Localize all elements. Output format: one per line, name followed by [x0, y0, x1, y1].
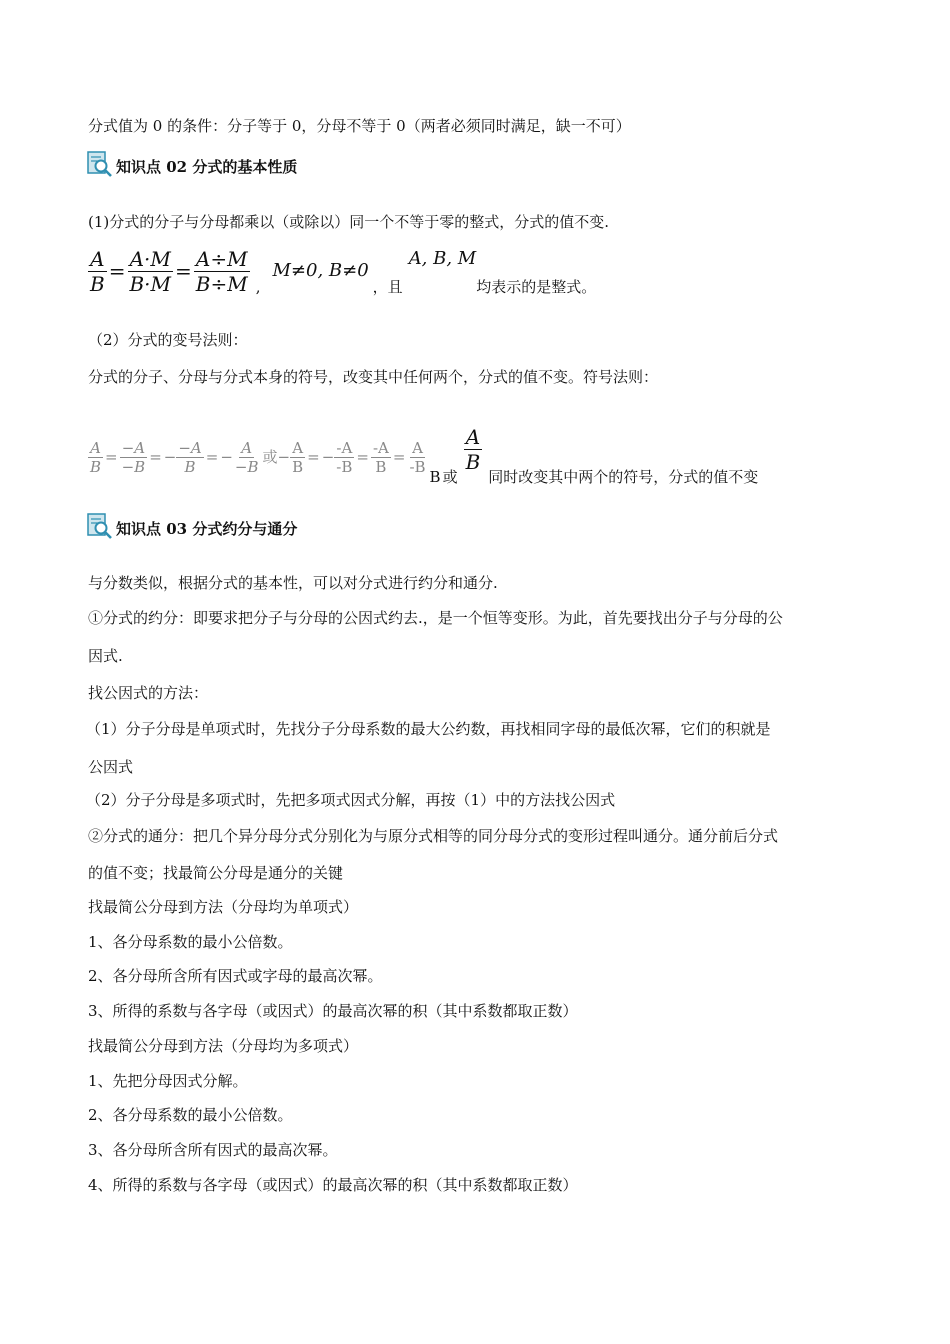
body-line: ①分式的约分：即要求把分子与分母的公因式约去.，是一个恒等变形。为此，首先要找出分子与分母的公 — [88, 609, 783, 627]
body-line: 1、各分母系数的最小公倍数。 — [88, 933, 293, 951]
body-line: 4、所得的系数与各字母（或因式）的最高次幂的积（其中系数都取正数） — [88, 1176, 578, 1194]
fraction-gray-7: $\frac{-A}{B}$ — [372, 438, 389, 476]
body-line: 3、各分母所含所有因式的最高次幂。 — [88, 1141, 338, 1159]
variables-list: A, B, M — [408, 248, 477, 269]
and-text: ，且 — [372, 278, 403, 296]
body-line: （1）分子分母是单项式时，先找分子分母系数的最大公约数，再找相同字母的最低次幂，它们的积就是 — [86, 720, 771, 738]
fraction-adivm-over-bdivm: $\frac{A\div M}{B\div M}$ — [195, 246, 248, 296]
body-line: 找公因式的方法： — [88, 684, 209, 702]
body-line: 3、所得的系数与各字母（或因式）的最高次幂的积（其中系数都取正数） — [88, 1002, 578, 1020]
property-2-text: 分式的分子、分母与分式本身的符号，改变其中任何两个，分式的值不变。符号法则： — [88, 368, 659, 386]
fraction-gray-4: $\frac{A}{-B}$ — [234, 438, 259, 476]
or-text-2: 或 — [442, 468, 458, 486]
fraction-gray-6: $\frac{-A}{-B}$ — [336, 438, 353, 476]
formula-2-tail: 同时改变其中两个的符号，分式的值不变 — [488, 468, 759, 486]
body-line: 因式. — [88, 647, 123, 665]
section-heading-03 — [86, 512, 297, 540]
fraction-am-over-bm: $\frac{A\cdot M}{B\cdot M}$ — [129, 246, 172, 296]
body-line: ②分式的通分：把几个异分母分式分别化为与原分式相等的同分母分式的变形过程叫通分。通分前后分式 — [88, 827, 779, 845]
fraction-gray-3: $\frac{-A}{B}$ — [178, 438, 202, 476]
body-line: 2、各分母所含所有因式或字母的最高次幂。 — [88, 967, 383, 985]
comma: , — [255, 278, 261, 296]
fraction-a-over-b: $\frac{A}{B}$ — [90, 246, 105, 296]
property-2-title: （2）分式的变号法则： — [88, 331, 248, 349]
body-line: 找最简公分母到方法（分母均为单项式） — [88, 898, 359, 916]
formula-sign-rule: $\frac{A}{B}$ = $\frac{-A}{-B}$ = − $\frac{-A}{B}$ = − $\frac{A}{-B}$ 或 − $\frac{A}{B}$ = − $\frac{-A}{-B}$ = $\frac{-A}{B}$ = $\frac{A}{-B}$ B 或 $\frac{A}{B}$ 同时改变其中两个的符号，分式的值不变 — [90, 425, 759, 486]
formula-basic-property — [88, 245, 596, 297]
body-line: 2、各分母系数的最小公倍数。 — [88, 1106, 293, 1124]
magnifier-document-icon — [86, 150, 114, 178]
body-line: 1、先把分母因式分解。 — [88, 1072, 248, 1090]
body-line: 公因式 — [88, 758, 134, 776]
fraction-big-a-over-b: $\frac{A}{B}$ — [465, 425, 481, 474]
fraction-gray-5: $\frac{A}{B}$ — [292, 438, 304, 476]
equals-sign: = — [175, 259, 192, 283]
section-heading-02 — [86, 150, 297, 178]
heading-03-text: 知识点 03 分式约分与通分 — [116, 520, 298, 538]
body-line: （2）分子分母是多项式时，先把多项式因式分解，再按（1）中的方法找公因式 — [86, 791, 616, 809]
fraction-gray-1: $\frac{A}{B}$ — [90, 438, 102, 476]
formula-1-tail: 均表示的是整式。 — [476, 278, 597, 296]
body-line: 与分数类似，根据分式的基本性，可以对分式进行约分和通分. — [88, 574, 498, 592]
magnifier-document-icon — [86, 512, 114, 540]
or-text: 或 — [262, 448, 278, 466]
zero-condition-text: 分式值为 0 的条件：分子等于 0，分母不等于 0（两者必须同时满足，缺一不可） — [88, 117, 631, 135]
nonzero-condition: M≠0, B≠0 — [272, 260, 369, 281]
body-line: 找最简公分母到方法（分母均为多项式） — [88, 1037, 359, 1055]
body-line: 的值不变；找最简公分母是通分的关键 — [88, 864, 344, 882]
fraction-gray-2: $\frac{-A}{-B}$ — [121, 438, 146, 476]
fraction-gray-8: $\frac{A}{-B}$ — [409, 438, 426, 476]
equals-sign: = — [108, 259, 126, 283]
trailing-b: B — [429, 468, 441, 486]
property-1-text: (1)分式的分子与分母都乘以（或除以）同一个不等于零的整式，分式的值不变. — [88, 213, 610, 231]
heading-02-text: 知识点 02 分式的基本性质 — [116, 158, 298, 176]
